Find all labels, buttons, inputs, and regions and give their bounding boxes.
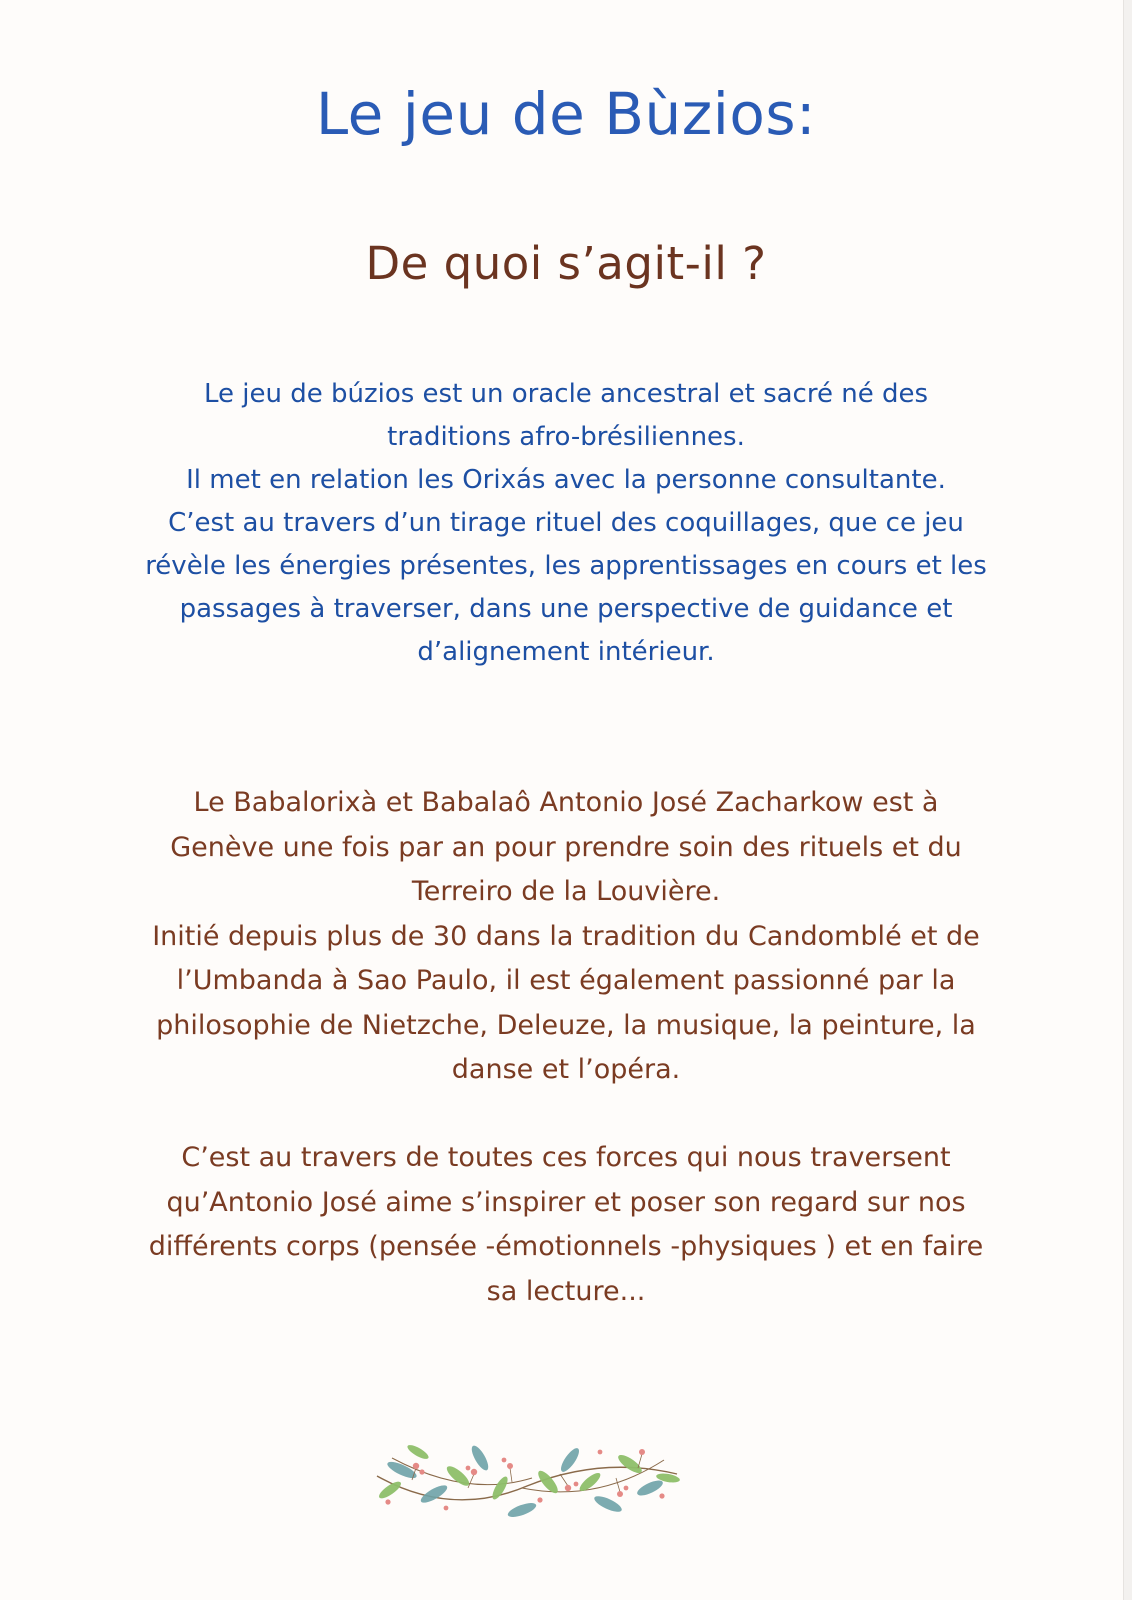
- bio-line: Genève une fois par an pour prendre soin des rituels et du: [170, 831, 962, 863]
- page-subtitle: De quoi s’agit-il ?: [365, 237, 767, 290]
- bio-line: l’Umbanda à Sao Paulo, il est également passionné par la: [176, 965, 956, 996]
- closing-paragraph: [100, 1136, 1032, 1314]
- closing-line: sa lecture...: [486, 1275, 646, 1307]
- closing-line: différents corps (pensée -émotionnels -physiques ) et en faire: [148, 1231, 984, 1262]
- bio-line: philosophie de Nietzche, Deleuze, la musique, la peinture, la: [156, 1009, 976, 1041]
- floral-wreath-icon: [372, 1438, 682, 1530]
- bio-line: Terreiro de la Louvière.: [411, 876, 721, 907]
- intro-line: Le jeu de búzios est un oracle ancestral et sacré né des: [203, 379, 929, 409]
- intro-line: révèle les énergies présentes, les apprentissages en cours et les: [145, 551, 987, 581]
- intro-line: traditions afro-brésiliennes.: [387, 422, 745, 452]
- intro-line: d’alignement intérieur.: [417, 637, 715, 667]
- bio-line: Le Babalorixà et Babalaô Antonio José Zacharkow est à: [193, 787, 939, 818]
- intro-line: C’est au travers d’un tirage rituel des coquillages, que ce jeu: [168, 508, 964, 538]
- closing-line: C’est au travers de toutes ces forces qui nous traversent: [181, 1142, 951, 1173]
- bio-paragraph: [100, 781, 1032, 1093]
- bio-line: danse et l’opéra.: [451, 1054, 681, 1085]
- bio-line: Initié depuis plus de 30 dans la tradition du Candomblé et de: [152, 920, 980, 952]
- intro-line: Il met en relation les Orixás avec la personne consultante.: [186, 465, 946, 495]
- intro-paragraph: [100, 373, 1032, 674]
- intro-line: passages à traverser, dans une perspective de guidance et: [179, 594, 953, 624]
- closing-line: qu’Antonio José aime s’inspirer et poser son regard sur nos: [166, 1186, 966, 1218]
- page-title: Le jeu de Bùzios:: [315, 80, 817, 148]
